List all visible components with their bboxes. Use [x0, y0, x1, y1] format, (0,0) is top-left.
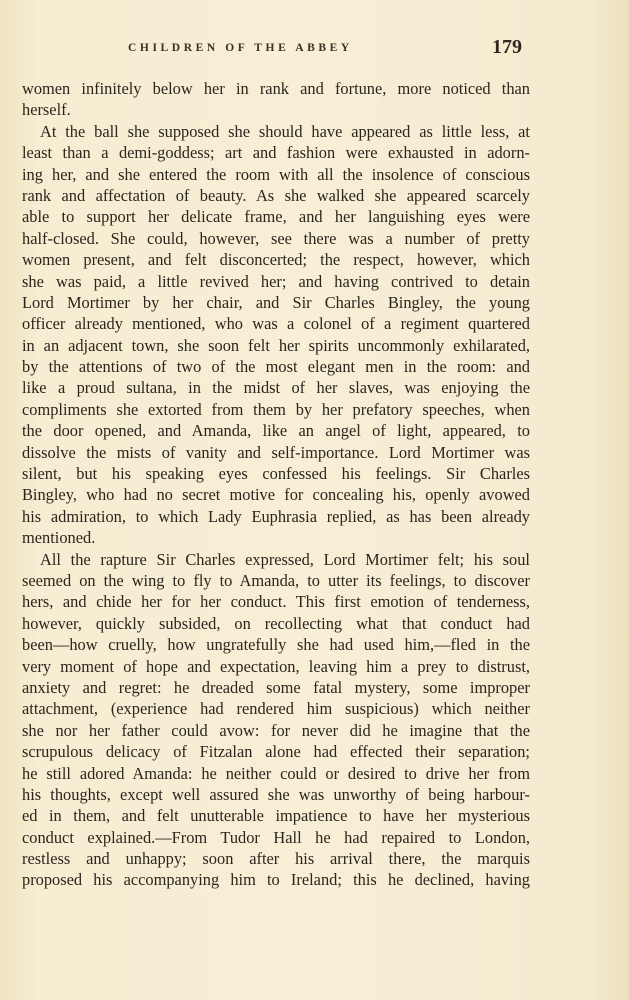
text-line: he still adored Amanda: he neither could or desired to drive her from: [22, 763, 530, 783]
text-line: proposed his accompanying him to Ireland; this he declined, having: [22, 870, 530, 890]
text-line: silent, but his speaking eyes confessed his feelings. Sir Charles: [22, 464, 530, 484]
text-line: compliments she extorted from them by her prefatory speeches, when: [22, 399, 530, 419]
text-line: been—how cruelly, how ungratefully she had used him,—fled in the: [22, 635, 530, 655]
text-line: she was paid, a little revived her; and having contrived to detain: [22, 271, 530, 291]
page-number: 179: [492, 36, 522, 58]
text-line: by the attentions of two of the most elegant men in the room: and: [22, 357, 530, 377]
text-line: herself.: [22, 100, 71, 120]
text-line: his admiration, to which Lady Euphrasia replied, as has been already: [22, 506, 530, 526]
text-line: At the ball she supposed she should have appeared as little less, at: [40, 121, 530, 141]
text-line: mentioned.: [22, 528, 96, 548]
text-line: conduct explained.—From Tudor Hall he had repaired to London,: [22, 827, 530, 847]
text-line: however, quickly subsided, on recollecting what that conduct had: [22, 613, 530, 633]
text-line: very moment of hope and expectation, leaving him a prey to distrust,: [22, 656, 530, 676]
text-line: Bingley, who had no secret motive for concealing his, openly avowed: [22, 485, 530, 505]
text-line: women infinitely below her in rank and fortune, more noticed than: [22, 79, 530, 98]
text-line: half-closed. She could, however, see there was a number of pretty: [22, 228, 530, 248]
text-line: restless and unhappy; soon after his arrival there, the marquis: [22, 849, 530, 869]
text-line: scrupulous delicacy of Fitzalan alone had effected their separation;: [22, 742, 530, 762]
text-line: hers, and chide her for her conduct. This first emotion of tenderness,: [22, 592, 530, 612]
text-line: least than a demi-goddess; art and fashion were exhausted in adorn-: [22, 143, 530, 163]
text-line: women present, and felt disconcerted; the respect, however, which: [22, 250, 530, 270]
text-line: rank and affectation of beauty. As she walked she appeared scarcely: [22, 185, 530, 205]
text-line: officer already mentioned, who was a colonel of a regiment quartered: [22, 314, 530, 334]
page-header: [0, 36, 629, 60]
text-line: All the rapture Sir Charles expressed, Lord Mortimer felt; his soul: [40, 549, 530, 569]
running-head: CHILDREN OF THE ABBEY: [128, 42, 353, 54]
text-line: she nor her father could avow: for never did he imagine that the: [22, 720, 530, 740]
text-line: ing her, and she entered the room with all the insolence of conscious: [22, 164, 530, 184]
text-line: able to support her delicate frame, and her languishing eyes were: [22, 207, 530, 227]
text-line: attachment, (experience had rendered him suspicious) which neither: [22, 699, 530, 719]
text-line: his thoughts, except well assured she was unworthy of being harbour-: [22, 784, 530, 804]
text-line: dissolve the mists of vanity and self-importance. Lord Mortimer was: [22, 442, 530, 462]
text-line: the door opened, and Amanda, like an angel of light, appeared, to: [22, 421, 530, 441]
text-line: like a proud sultana, in the midst of her slaves, was enjoying the: [22, 378, 530, 398]
body-text: [22, 78, 530, 891]
text-line: Lord Mortimer by her chair, and Sir Charles Bingley, the young: [22, 292, 530, 312]
text-line: anxiety and regret: he dreaded some fatal mystery, some improper: [22, 677, 530, 697]
text-line: seemed on the wing to fly to Amanda, to utter its feelings, to discover: [22, 570, 530, 590]
text-line: in an adjacent town, she soon felt her spirits uncommonly exhilarated,: [22, 335, 530, 355]
text-line: ed in them, and felt unutterable impatience to have her mysterious: [22, 806, 530, 826]
